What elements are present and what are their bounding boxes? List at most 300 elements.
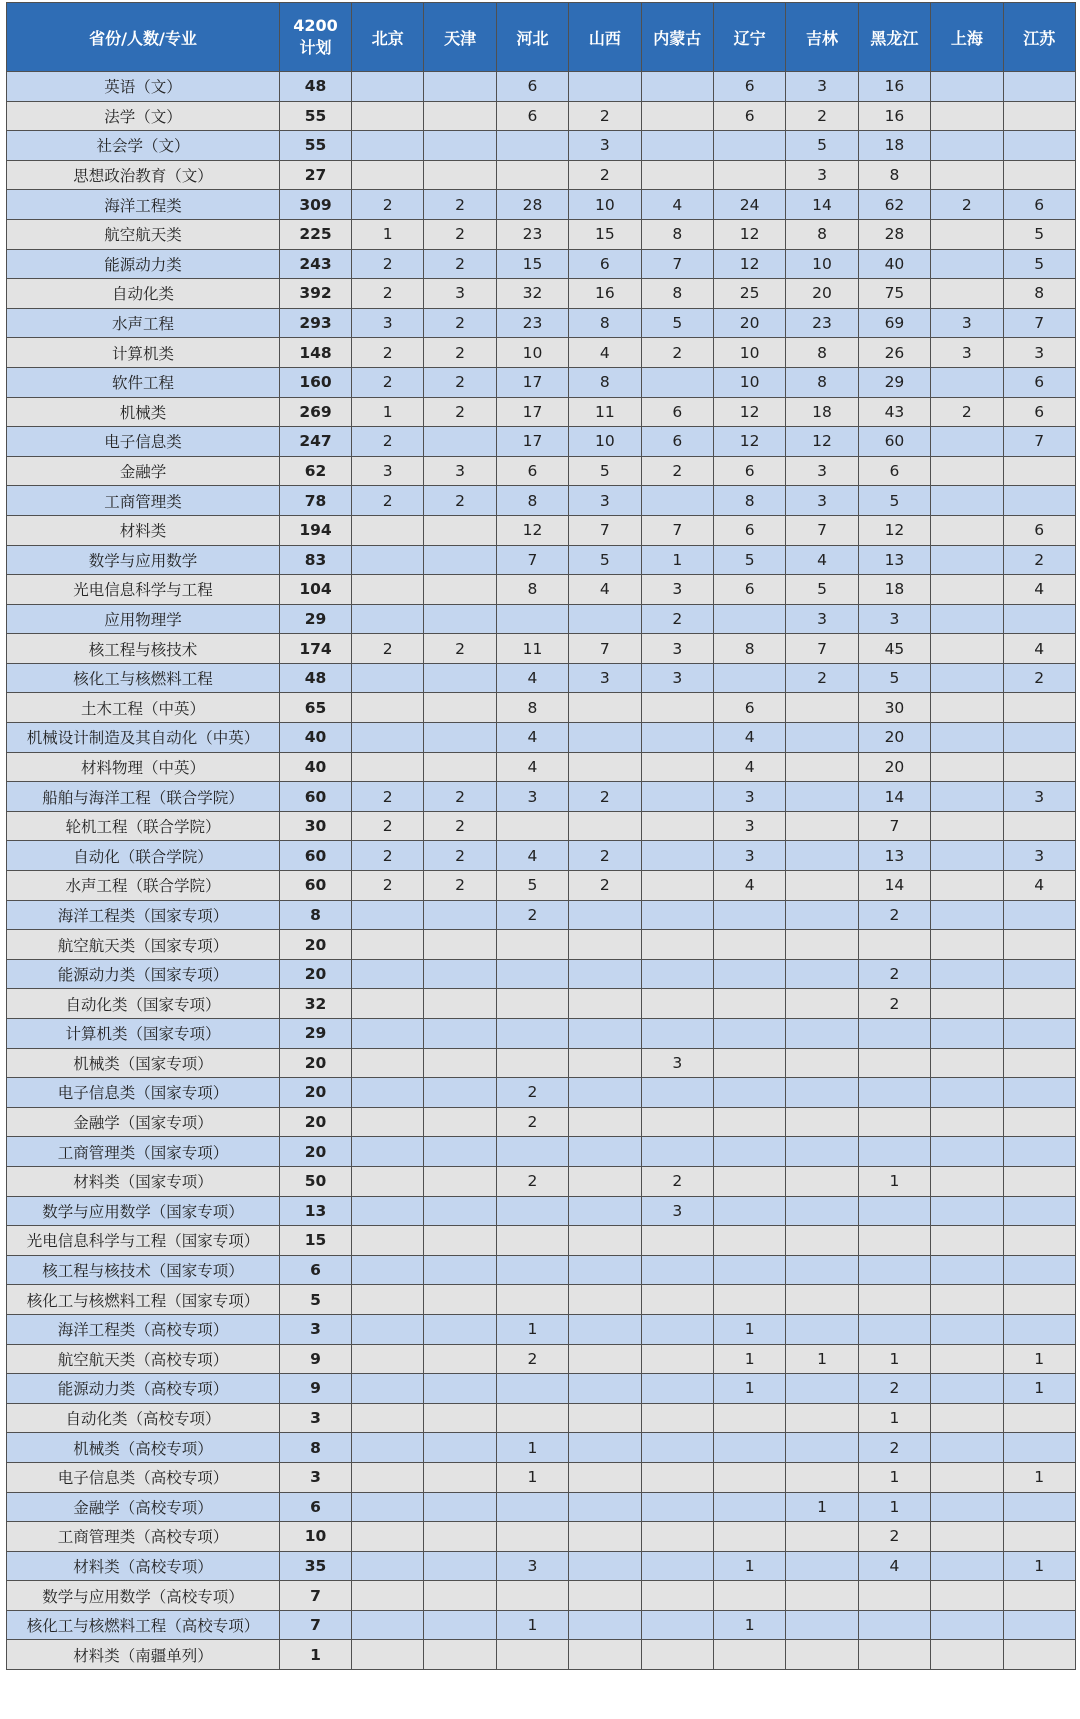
province-count-cell <box>352 545 424 575</box>
province-count-cell <box>713 1137 785 1167</box>
province-count-cell: 3 <box>569 663 641 693</box>
total-plan-cell: 1 <box>280 1640 352 1670</box>
table-row <box>7 515 1076 545</box>
province-count-cell: 12 <box>713 249 785 279</box>
province-count-cell <box>569 1078 641 1108</box>
province-count-cell <box>931 871 1003 901</box>
province-count-cell: 2 <box>352 811 424 841</box>
table-row <box>7 663 1076 693</box>
province-count-cell: 18 <box>858 575 930 605</box>
table-row <box>7 1314 1076 1344</box>
province-count-cell <box>352 1255 424 1285</box>
province-count-cell <box>424 427 496 457</box>
province-count-cell <box>424 1344 496 1374</box>
province-count-cell: 1 <box>786 1492 858 1522</box>
table-row <box>7 427 1076 457</box>
province-count-cell <box>931 486 1003 516</box>
province-count-cell <box>1003 1314 1075 1344</box>
table-row <box>7 1551 1076 1581</box>
province-count-cell <box>1003 1107 1075 1137</box>
province-count-cell: 7 <box>786 515 858 545</box>
total-plan-cell: 247 <box>280 427 352 457</box>
province-count-cell: 25 <box>713 279 785 309</box>
province-count-cell <box>931 782 1003 812</box>
province-count-cell: 6 <box>1003 397 1075 427</box>
province-count-cell: 2 <box>424 486 496 516</box>
province-count-cell: 2 <box>858 989 930 1019</box>
major-name-cell: 计算机类 <box>7 338 280 368</box>
province-count-cell: 2 <box>352 486 424 516</box>
header-province: 山西 <box>569 3 641 72</box>
province-count-cell: 18 <box>858 131 930 161</box>
province-count-cell: 1 <box>352 397 424 427</box>
province-count-cell: 10 <box>569 190 641 220</box>
header-province: 内蒙古 <box>641 3 713 72</box>
province-count-cell <box>931 1462 1003 1492</box>
total-plan-cell: 6 <box>280 1255 352 1285</box>
province-count-cell <box>496 1403 568 1433</box>
province-count-cell <box>858 1255 930 1285</box>
province-count-cell: 2 <box>352 279 424 309</box>
province-count-cell: 2 <box>424 841 496 871</box>
province-count-cell <box>496 1196 568 1226</box>
province-count-cell <box>713 131 785 161</box>
province-count-cell: 8 <box>1003 279 1075 309</box>
province-count-cell <box>496 959 568 989</box>
table-row <box>7 1019 1076 1049</box>
province-count-cell <box>786 1166 858 1196</box>
total-plan-cell: 55 <box>280 101 352 131</box>
header-total-number: 4200 <box>293 16 338 35</box>
total-plan-cell: 20 <box>280 1107 352 1137</box>
province-count-cell <box>786 959 858 989</box>
table-row <box>7 575 1076 605</box>
province-count-cell <box>424 1403 496 1433</box>
province-count-cell <box>1003 160 1075 190</box>
province-count-cell <box>931 1166 1003 1196</box>
province-count-cell: 1 <box>496 1462 568 1492</box>
province-count-cell <box>786 1255 858 1285</box>
province-count-cell <box>931 959 1003 989</box>
province-count-cell <box>1003 456 1075 486</box>
major-name-cell: 机械类（国家专项） <box>7 1048 280 1078</box>
province-count-cell: 3 <box>786 456 858 486</box>
province-count-cell <box>641 871 713 901</box>
province-count-cell: 4 <box>786 545 858 575</box>
major-name-cell: 法学（文） <box>7 101 280 131</box>
province-count-cell: 18 <box>786 397 858 427</box>
province-count-cell <box>1003 989 1075 1019</box>
province-count-cell: 26 <box>858 338 930 368</box>
province-count-cell: 8 <box>569 308 641 338</box>
province-count-cell: 4 <box>1003 871 1075 901</box>
table-row <box>7 1492 1076 1522</box>
province-count-cell <box>641 841 713 871</box>
province-count-cell <box>931 1019 1003 1049</box>
province-count-cell <box>931 1078 1003 1108</box>
province-count-cell <box>352 72 424 102</box>
table-row <box>7 1433 1076 1463</box>
total-plan-cell: 60 <box>280 782 352 812</box>
province-count-cell: 5 <box>641 308 713 338</box>
province-count-cell <box>424 1255 496 1285</box>
province-count-cell <box>786 1137 858 1167</box>
major-name-cell: 思想政治教育（文） <box>7 160 280 190</box>
province-count-cell: 7 <box>641 515 713 545</box>
province-count-cell <box>352 604 424 634</box>
province-count-cell: 4 <box>641 190 713 220</box>
province-count-cell: 6 <box>1003 515 1075 545</box>
province-count-cell <box>858 1640 930 1670</box>
province-count-cell: 4 <box>713 723 785 753</box>
province-count-cell <box>931 1285 1003 1315</box>
province-count-cell <box>569 1285 641 1315</box>
province-count-cell <box>931 1344 1003 1374</box>
province-count-cell <box>569 959 641 989</box>
province-count-cell <box>352 752 424 782</box>
province-count-cell: 1 <box>858 1492 930 1522</box>
province-count-cell <box>713 1433 785 1463</box>
total-plan-cell: 40 <box>280 723 352 753</box>
province-count-cell <box>569 1166 641 1196</box>
total-plan-cell: 174 <box>280 634 352 664</box>
province-count-cell: 23 <box>786 308 858 338</box>
province-count-cell <box>1003 1196 1075 1226</box>
total-plan-cell: 60 <box>280 871 352 901</box>
province-count-cell: 3 <box>713 811 785 841</box>
major-name-cell: 数学与应用数学（国家专项） <box>7 1196 280 1226</box>
province-count-cell <box>352 1285 424 1315</box>
province-count-cell: 2 <box>641 338 713 368</box>
major-name-cell: 水声工程 <box>7 308 280 338</box>
province-count-cell: 1 <box>858 1403 930 1433</box>
province-count-cell <box>496 160 568 190</box>
table-row <box>7 1403 1076 1433</box>
province-count-cell <box>424 515 496 545</box>
province-count-cell: 62 <box>858 190 930 220</box>
table-row <box>7 456 1076 486</box>
province-count-cell: 6 <box>858 456 930 486</box>
total-plan-cell: 5 <box>280 1285 352 1315</box>
province-count-cell: 6 <box>713 515 785 545</box>
province-count-cell <box>569 1492 641 1522</box>
province-count-cell <box>1003 1166 1075 1196</box>
table-row <box>7 160 1076 190</box>
province-count-cell <box>424 1107 496 1137</box>
province-count-cell <box>424 1196 496 1226</box>
province-count-cell <box>352 1226 424 1256</box>
province-count-cell <box>641 1551 713 1581</box>
table-row <box>7 604 1076 634</box>
province-count-cell <box>641 782 713 812</box>
province-count-cell: 1 <box>1003 1344 1075 1374</box>
province-count-cell <box>424 1492 496 1522</box>
province-count-cell: 6 <box>641 397 713 427</box>
province-count-cell <box>641 1314 713 1344</box>
province-count-cell: 12 <box>858 515 930 545</box>
province-count-cell: 4 <box>496 663 568 693</box>
province-count-cell <box>931 160 1003 190</box>
province-count-cell <box>424 693 496 723</box>
province-count-cell <box>424 1610 496 1640</box>
table-row <box>7 723 1076 753</box>
province-count-cell <box>424 1551 496 1581</box>
major-name-cell: 自动化类（国家专项） <box>7 989 280 1019</box>
province-count-cell: 3 <box>786 160 858 190</box>
province-count-cell <box>569 1551 641 1581</box>
province-count-cell <box>931 663 1003 693</box>
province-count-cell: 3 <box>1003 841 1075 871</box>
province-count-cell: 8 <box>786 367 858 397</box>
province-count-cell <box>786 782 858 812</box>
province-count-cell <box>641 989 713 1019</box>
province-count-cell: 2 <box>424 219 496 249</box>
province-count-cell: 7 <box>641 249 713 279</box>
province-count-cell <box>496 1137 568 1167</box>
province-count-cell: 3 <box>786 486 858 516</box>
province-count-cell <box>931 752 1003 782</box>
province-count-cell: 2 <box>641 456 713 486</box>
table-row <box>7 397 1076 427</box>
province-count-cell: 2 <box>931 397 1003 427</box>
province-count-cell: 1 <box>496 1314 568 1344</box>
province-count-cell: 28 <box>858 219 930 249</box>
major-name-cell: 金融学（高校专项） <box>7 1492 280 1522</box>
province-count-cell <box>352 1137 424 1167</box>
province-count-cell: 3 <box>1003 338 1075 368</box>
major-name-cell: 英语（文） <box>7 72 280 102</box>
province-count-cell <box>858 1314 930 1344</box>
province-count-cell <box>424 1019 496 1049</box>
province-count-cell <box>569 1462 641 1492</box>
header-province: 天津 <box>424 3 496 72</box>
province-count-cell: 2 <box>641 604 713 634</box>
province-count-cell: 23 <box>496 308 568 338</box>
province-count-cell: 1 <box>713 1374 785 1404</box>
province-count-cell <box>931 1255 1003 1285</box>
province-count-cell: 14 <box>786 190 858 220</box>
major-name-cell: 光电信息科学与工程 <box>7 575 280 605</box>
province-count-cell: 7 <box>1003 308 1075 338</box>
province-count-cell <box>569 1433 641 1463</box>
province-count-cell <box>786 1551 858 1581</box>
province-count-cell <box>569 930 641 960</box>
table-row <box>7 131 1076 161</box>
province-count-cell <box>931 1196 1003 1226</box>
province-count-cell <box>786 1462 858 1492</box>
province-count-cell <box>931 1610 1003 1640</box>
province-count-cell <box>424 575 496 605</box>
province-count-cell <box>569 1196 641 1226</box>
province-count-cell: 20 <box>858 723 930 753</box>
province-count-cell <box>931 1374 1003 1404</box>
province-count-cell <box>858 930 930 960</box>
province-count-cell <box>713 1492 785 1522</box>
province-count-cell <box>569 1522 641 1552</box>
province-count-cell <box>352 693 424 723</box>
total-plan-cell: 83 <box>280 545 352 575</box>
province-count-cell: 3 <box>569 131 641 161</box>
province-count-cell <box>641 1255 713 1285</box>
province-count-cell <box>496 1226 568 1256</box>
table-row <box>7 871 1076 901</box>
province-count-cell <box>641 367 713 397</box>
province-count-cell <box>786 1107 858 1137</box>
province-count-cell: 1 <box>713 1610 785 1640</box>
province-count-cell: 40 <box>858 249 930 279</box>
province-count-cell <box>569 752 641 782</box>
major-name-cell: 社会学（文） <box>7 131 280 161</box>
major-name-cell: 金融学（国家专项） <box>7 1107 280 1137</box>
province-count-cell: 1 <box>786 1344 858 1374</box>
province-count-cell <box>786 723 858 753</box>
province-count-cell: 10 <box>569 427 641 457</box>
province-count-cell <box>569 1374 641 1404</box>
province-count-cell <box>424 1226 496 1256</box>
province-count-cell <box>424 1433 496 1463</box>
province-count-cell: 2 <box>1003 663 1075 693</box>
province-count-cell <box>931 219 1003 249</box>
province-count-cell: 3 <box>496 1551 568 1581</box>
province-count-cell: 3 <box>713 782 785 812</box>
province-count-cell: 1 <box>858 1462 930 1492</box>
province-count-cell: 14 <box>858 782 930 812</box>
table-row <box>7 1196 1076 1226</box>
province-count-cell: 8 <box>641 219 713 249</box>
total-plan-cell: 35 <box>280 1551 352 1581</box>
province-count-cell <box>641 1433 713 1463</box>
province-count-cell: 10 <box>713 338 785 368</box>
province-count-cell <box>931 1048 1003 1078</box>
province-count-cell: 3 <box>641 1048 713 1078</box>
province-count-cell <box>496 604 568 634</box>
province-count-cell <box>352 575 424 605</box>
province-count-cell <box>786 811 858 841</box>
province-count-cell <box>931 367 1003 397</box>
province-count-cell <box>352 1522 424 1552</box>
major-name-cell: 工商管理类 <box>7 486 280 516</box>
province-count-cell <box>352 515 424 545</box>
province-count-cell: 11 <box>569 397 641 427</box>
province-count-cell <box>352 1640 424 1670</box>
total-plan-cell: 194 <box>280 515 352 545</box>
table-row <box>7 1166 1076 1196</box>
table-row <box>7 1462 1076 1492</box>
province-count-cell <box>641 1462 713 1492</box>
total-plan-cell: 30 <box>280 811 352 841</box>
province-count-cell <box>569 900 641 930</box>
total-plan-cell: 3 <box>280 1314 352 1344</box>
table-row <box>7 782 1076 812</box>
province-count-cell: 15 <box>496 249 568 279</box>
province-count-cell <box>424 101 496 131</box>
province-count-cell <box>931 1107 1003 1137</box>
major-name-cell: 海洋工程类（国家专项） <box>7 900 280 930</box>
table-row <box>7 930 1076 960</box>
province-count-cell <box>1003 900 1075 930</box>
province-count-cell <box>931 1640 1003 1670</box>
major-name-cell: 工商管理类（国家专项） <box>7 1137 280 1167</box>
table-row <box>7 634 1076 664</box>
province-count-cell <box>352 1551 424 1581</box>
province-count-cell: 3 <box>641 575 713 605</box>
province-count-cell: 4 <box>1003 575 1075 605</box>
province-count-cell: 2 <box>352 634 424 664</box>
province-count-cell <box>713 900 785 930</box>
province-count-cell <box>786 752 858 782</box>
total-plan-cell: 293 <box>280 308 352 338</box>
major-name-cell: 自动化类（高校专项） <box>7 1403 280 1433</box>
province-count-cell <box>641 1374 713 1404</box>
table-row <box>7 367 1076 397</box>
province-count-cell <box>858 1610 930 1640</box>
province-count-cell <box>931 279 1003 309</box>
province-count-cell <box>931 723 1003 753</box>
total-plan-cell: 269 <box>280 397 352 427</box>
province-count-cell <box>424 959 496 989</box>
province-count-cell: 4 <box>713 752 785 782</box>
province-count-cell <box>569 1255 641 1285</box>
province-count-cell <box>424 930 496 960</box>
province-count-cell: 2 <box>569 841 641 871</box>
province-count-cell: 6 <box>713 101 785 131</box>
province-count-cell: 1 <box>352 219 424 249</box>
province-count-cell: 2 <box>424 338 496 368</box>
province-count-cell <box>352 900 424 930</box>
province-count-cell: 28 <box>496 190 568 220</box>
province-count-cell: 7 <box>1003 427 1075 457</box>
table-row <box>7 72 1076 102</box>
province-count-cell <box>352 1403 424 1433</box>
province-count-cell: 3 <box>931 308 1003 338</box>
total-plan-cell: 50 <box>280 1166 352 1196</box>
province-count-cell <box>424 989 496 1019</box>
province-count-cell <box>424 1314 496 1344</box>
table-row <box>7 308 1076 338</box>
province-count-cell: 2 <box>858 1522 930 1552</box>
province-count-cell <box>931 1581 1003 1611</box>
province-count-cell <box>931 515 1003 545</box>
table-row <box>7 1255 1076 1285</box>
province-count-cell: 12 <box>713 219 785 249</box>
province-count-cell <box>931 1137 1003 1167</box>
major-name-cell: 材料类（高校专项） <box>7 1551 280 1581</box>
total-plan-cell: 6 <box>280 1492 352 1522</box>
major-name-cell: 土木工程（中英） <box>7 693 280 723</box>
total-plan-cell: 48 <box>280 72 352 102</box>
province-count-cell <box>641 1137 713 1167</box>
province-count-cell <box>786 1433 858 1463</box>
table-row <box>7 752 1076 782</box>
province-count-cell <box>1003 1078 1075 1108</box>
province-count-cell: 3 <box>641 663 713 693</box>
province-count-cell <box>352 160 424 190</box>
province-count-cell <box>931 1492 1003 1522</box>
table-row <box>7 486 1076 516</box>
province-count-cell <box>1003 1522 1075 1552</box>
table-row <box>7 959 1076 989</box>
province-count-cell <box>858 1581 930 1611</box>
province-count-cell <box>641 723 713 753</box>
province-count-cell <box>858 1196 930 1226</box>
province-count-cell: 1 <box>1003 1462 1075 1492</box>
province-count-cell: 69 <box>858 308 930 338</box>
province-count-cell: 8 <box>496 486 568 516</box>
total-plan-cell: 20 <box>280 1048 352 1078</box>
province-count-cell <box>1003 72 1075 102</box>
total-plan-cell: 65 <box>280 693 352 723</box>
province-count-cell <box>1003 1610 1075 1640</box>
